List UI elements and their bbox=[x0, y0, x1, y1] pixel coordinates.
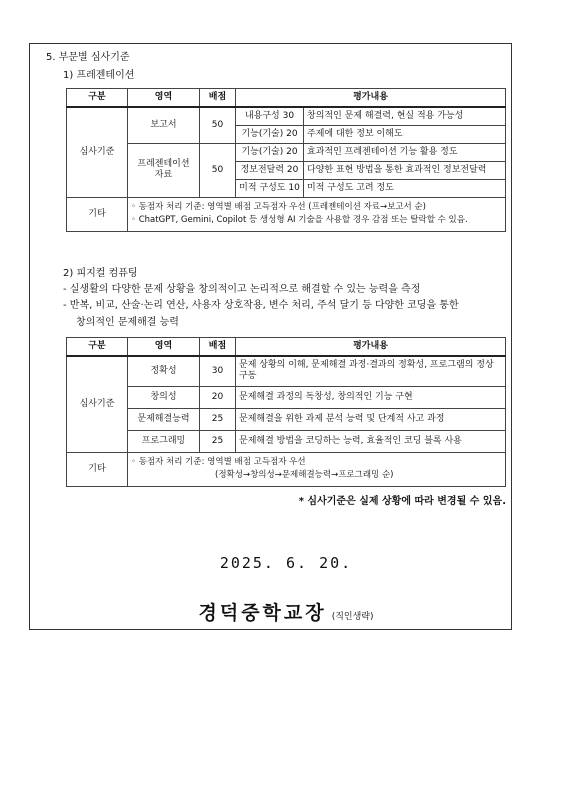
item-name: 정보전달력 20 bbox=[236, 161, 304, 179]
group-label: 심사기준 bbox=[67, 107, 128, 197]
header-score: 배점 bbox=[200, 338, 236, 357]
other-label: 기타 bbox=[67, 452, 128, 486]
document-date: 2025. 6. 20. bbox=[219, 554, 353, 572]
item-desc: 창의적인 문제 해결력, 현실 적용 가능성 bbox=[304, 107, 506, 125]
area-presentation-line2: 자료 bbox=[154, 170, 173, 180]
header-area: 영역 bbox=[128, 89, 200, 108]
area-name: 창의성 bbox=[128, 386, 200, 408]
bullet-line: - 반복, 비교, 산술·논리 연산, 사용자 상호작용, 변수 처리, 주석 달기 등 다양한 코딩을 통한 bbox=[63, 300, 459, 311]
principal-name: 경덕중학교장 bbox=[198, 602, 327, 624]
other-notes bbox=[128, 197, 506, 231]
header-score: 배점 bbox=[200, 89, 236, 108]
area-presentation-line1: 프레젠테이션 bbox=[137, 159, 190, 169]
item-desc: 효과적인 프레젠테이션 기능 활용 정도 bbox=[304, 143, 506, 161]
other-label: 기타 bbox=[67, 197, 128, 231]
presentation-criteria-table bbox=[66, 88, 506, 232]
area-score: 25 bbox=[200, 430, 236, 452]
seal-omitted-note: (직인생략) bbox=[331, 612, 374, 622]
item-name: 기능(기술) 20 bbox=[236, 143, 304, 161]
item-desc: 미적 구성도 고려 정도 bbox=[304, 179, 506, 197]
area-desc: 문제해결 과정의 독창성, 창의적인 기능 구현 bbox=[236, 386, 506, 408]
area-presentation bbox=[128, 143, 200, 197]
other-note-order: (정확성→창의성→문제해결능력→프로그래밍 순) bbox=[215, 470, 394, 480]
area-presentation-score: 50 bbox=[200, 143, 236, 197]
area-name: 문제해결능력 bbox=[128, 408, 200, 430]
area-desc: 문제해결을 위한 과제 분석 능력 및 단계적 사고 과정 bbox=[236, 408, 506, 430]
item-name: 내용구성 30 bbox=[236, 107, 304, 125]
header-content: 평가내용 bbox=[236, 89, 506, 108]
area-report: 보고서 bbox=[128, 107, 200, 143]
subsection-physical-computing: 2) 피지컬 컴퓨팅 bbox=[63, 268, 138, 279]
area-score: 25 bbox=[200, 408, 236, 430]
area-report-score: 50 bbox=[200, 107, 236, 143]
other-note: ◦ ChatGPT, Gemini, Copilot 등 생성형 AI 기술을 사용할 경우 감점 또는 탈락할 수 있음. bbox=[131, 215, 468, 225]
area-score: 30 bbox=[200, 356, 236, 386]
section-title: 5. 부문별 심사기준 bbox=[46, 52, 130, 63]
item-desc: 주제에 대한 정보 이해도 bbox=[304, 125, 506, 143]
signature-block bbox=[0, 598, 572, 625]
subsection-presentation: 1) 프레젠테이션 bbox=[63, 70, 135, 81]
header-category: 구분 bbox=[67, 338, 128, 357]
criteria-footnote: * 심사기준은 실제 상황에 따라 변경될 수 있음. bbox=[298, 496, 506, 507]
bullet-line-continued: 창의적인 문제해결 능력 bbox=[76, 317, 179, 328]
item-desc: 다양한 표현 방법을 통한 효과적인 정보전달력 bbox=[304, 161, 506, 179]
area-desc: 문제해결 방법을 코딩하는 능력, 효율적인 코딩 블록 사용 bbox=[236, 430, 506, 452]
bullet-line: - 실생활의 다양한 문제 상황을 창의적이고 논리적으로 해결할 수 있는 능력을 측정 bbox=[63, 284, 421, 295]
header-category: 구분 bbox=[67, 89, 128, 108]
other-note: ◦ 동점자 처리 기준: 영역별 배점 고득점자 우선 bbox=[131, 457, 306, 467]
area-score: 20 bbox=[200, 386, 236, 408]
area-name: 정확성 bbox=[128, 356, 200, 386]
area-name: 프로그래밍 bbox=[128, 430, 200, 452]
header-area: 영역 bbox=[128, 338, 200, 357]
other-notes bbox=[128, 452, 506, 486]
item-name: 미적 구성도 10 bbox=[236, 179, 304, 197]
area-desc: 문제 상황의 이해, 문제해결 과정·결과의 정확성, 프로그램의 정상 구동 bbox=[236, 356, 506, 386]
group-label: 심사기준 bbox=[67, 356, 128, 452]
physical-computing-table bbox=[66, 337, 506, 487]
item-name: 기능(기술) 20 bbox=[236, 125, 304, 143]
other-note: ◦ 동점자 처리 기준: 영역별 배점 고득점자 우선 (프레젠테이션 자료→보고서 순) bbox=[131, 202, 426, 212]
header-content: 평가내용 bbox=[236, 338, 506, 357]
